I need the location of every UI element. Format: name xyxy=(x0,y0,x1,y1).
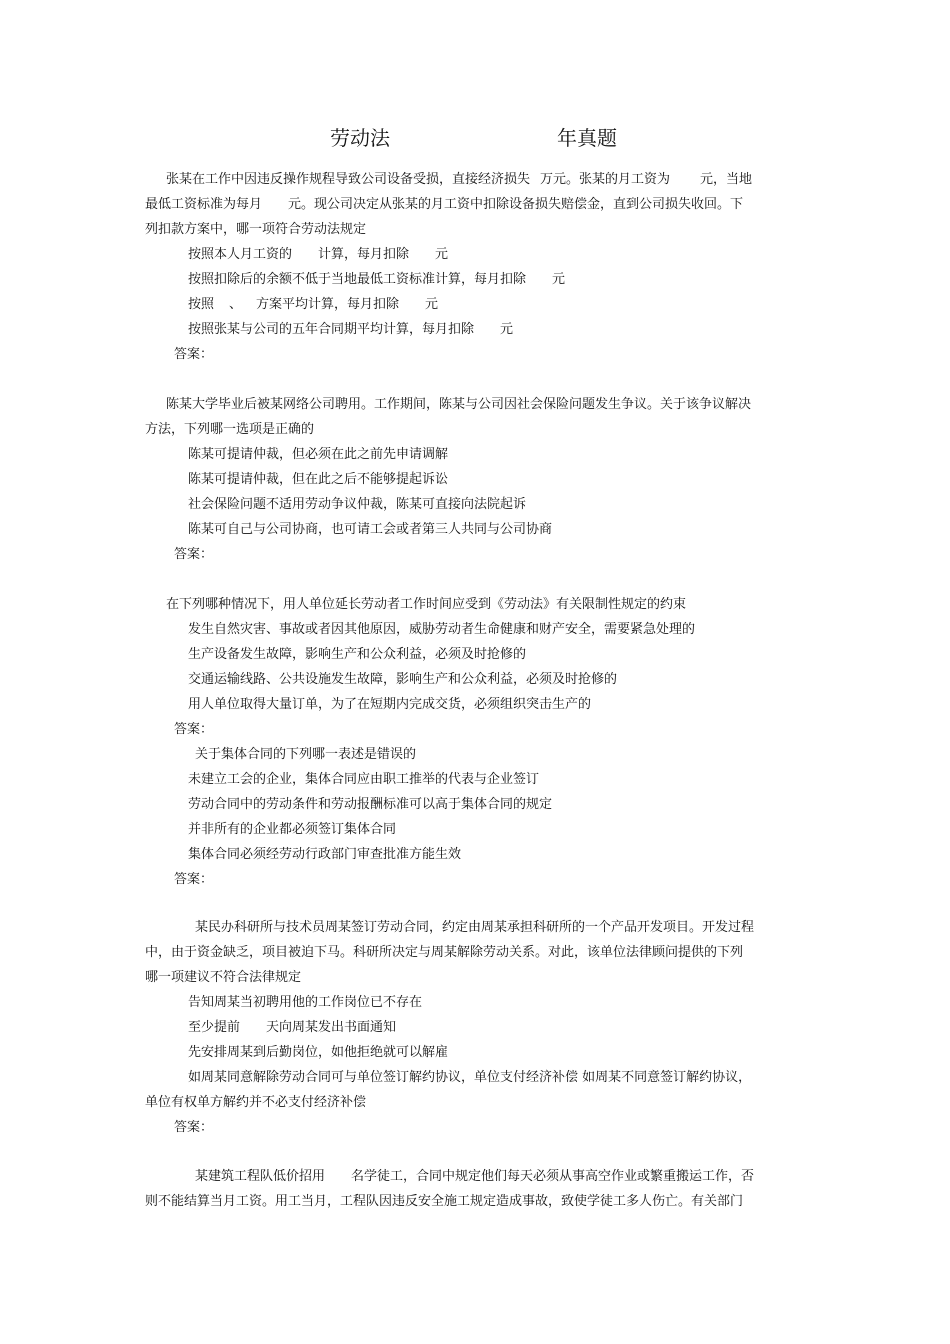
q5-option-d-line-2: 单位有权单方解约并不必支付经济补偿 xyxy=(145,1095,367,1110)
q1-option-a: 按照本人月工资的 计算，每月扣除 元 xyxy=(188,247,449,262)
q2-option-d: 陈某可自己与公司协商，也可请工会或者第三人共同与公司协商 xyxy=(188,522,553,537)
q5-stem-line-2: 中，由于资金缺乏，项目被迫下马。科研所决定与周某解除劳动关系。对此，该单位法律顾问提供的下列 xyxy=(145,945,744,960)
q1-stem-line-1: 张某在工作中因违反操作规程导致公司设备受损，直接经济损失 万元。张某的月工资为 元，当地 xyxy=(166,172,753,187)
title-part-2: 年真题 xyxy=(557,126,617,150)
q2-option-c: 社会保险问题不适用劳动争议仲裁，陈某可直接向法院起诉 xyxy=(188,497,527,512)
q4-stem: 关于集体合同的下列哪一表述是错误的 xyxy=(195,747,417,762)
q4-option-a: 未建立工会的企业，集体合同应由职工推举的代表与企业签订 xyxy=(188,772,540,787)
q4-option-c: 并非所有的企业都必须签订集体合同 xyxy=(188,822,397,837)
q1-stem-line-2: 最低工资标准为每月 元。现公司决定从张某的月工资中扣除设备损失赔偿金，直到公司损失收回。下 xyxy=(145,197,744,212)
q2-option-b: 陈某可提请仲裁，但在此之后不能够提起诉讼 xyxy=(188,472,449,487)
q6-stem-line-2: 则不能结算当月工资。用工当月，工程队因违反安全施工规定造成事故，致使学徒工多人伤亡。有关部门 xyxy=(145,1194,744,1209)
q2-option-a: 陈某可提请仲裁，但必须在此之前先申请调解 xyxy=(188,447,449,462)
q1-answer-label: 答案： xyxy=(174,347,214,362)
q5-option-b: 至少提前 天向周某发出书面通知 xyxy=(188,1020,397,1035)
q3-option-a: 发生自然灾害、事故或者因其他原因，威胁劳动者生命健康和财产安全，需要紧急处理的 xyxy=(188,622,696,637)
title-part-1: 劳动法 xyxy=(330,126,390,150)
q5-option-a: 告知周某当初聘用他的工作岗位已不存在 xyxy=(188,995,423,1010)
q3-answer-label: 答案： xyxy=(174,722,214,737)
q5-stem-line-1: 某民办科研所与技术员周某签订劳动合同，约定由周某承担科研所的一个产品开发项目。开发过程 xyxy=(195,920,755,935)
q3-option-c: 交通运输线路、公共设施发生故障，影响生产和公众利益，必须及时抢修的 xyxy=(188,672,618,687)
q4-option-b: 劳动合同中的劳动条件和劳动报酬标准可以高于集体合同的规定 xyxy=(188,797,553,812)
q1-option-d: 按照张某与公司的五年合同期平均计算，每月扣除 元 xyxy=(188,322,514,337)
q5-option-d-line-1: 如周某同意解除劳动合同可与单位签订解约协议，单位支付经济补偿 如周某不同意签订解约协议， xyxy=(188,1070,752,1085)
q1-option-c: 按照 、 方案平均计算，每月扣除 元 xyxy=(188,297,439,312)
q5-stem-line-3: 哪一项建议不符合法律规定 xyxy=(145,970,302,985)
q4-answer-label: 答案： xyxy=(174,872,214,887)
q3-stem: 在下列哪种情况下，用人单位延长劳动者工作时间应受到《劳动法》有关限制性规定的约束 xyxy=(166,597,687,612)
q2-stem-line-2: 方法，下列哪一选项是正确的 xyxy=(145,422,315,437)
q2-answer-label: 答案： xyxy=(174,547,214,562)
document-title xyxy=(0,122,950,152)
q3-option-d: 用人单位取得大量订单，为了在短期内完成交货，必须组织突击生产的 xyxy=(188,697,592,712)
q1-option-b: 按照扣除后的余额不低于当地最低工资标准计算，每月扣除 元 xyxy=(188,272,566,287)
q2-stem-line-1: 陈某大学毕业后被某网络公司聘用。工作期间，陈某与公司因社会保险问题发生争议。关于该争议解决 xyxy=(166,397,752,412)
q5-option-c: 先安排周某到后勤岗位，如他拒绝就可以解雇 xyxy=(188,1045,449,1060)
q3-option-b: 生产设备发生故障，影响生产和公众利益，必须及时抢修的 xyxy=(188,647,527,662)
q5-answer-label: 答案： xyxy=(174,1120,214,1135)
q4-option-d: 集体合同必须经劳动行政部门审查批准方能生效 xyxy=(188,847,462,862)
q1-stem-line-3: 列扣款方案中，哪一项符合劳动法规定 xyxy=(145,222,367,237)
q6-stem-line-1: 某建筑工程队低价招用 名学徒工，合同中规定他们每天必须从事高空作业或繁重搬运工作，否 xyxy=(195,1169,755,1184)
